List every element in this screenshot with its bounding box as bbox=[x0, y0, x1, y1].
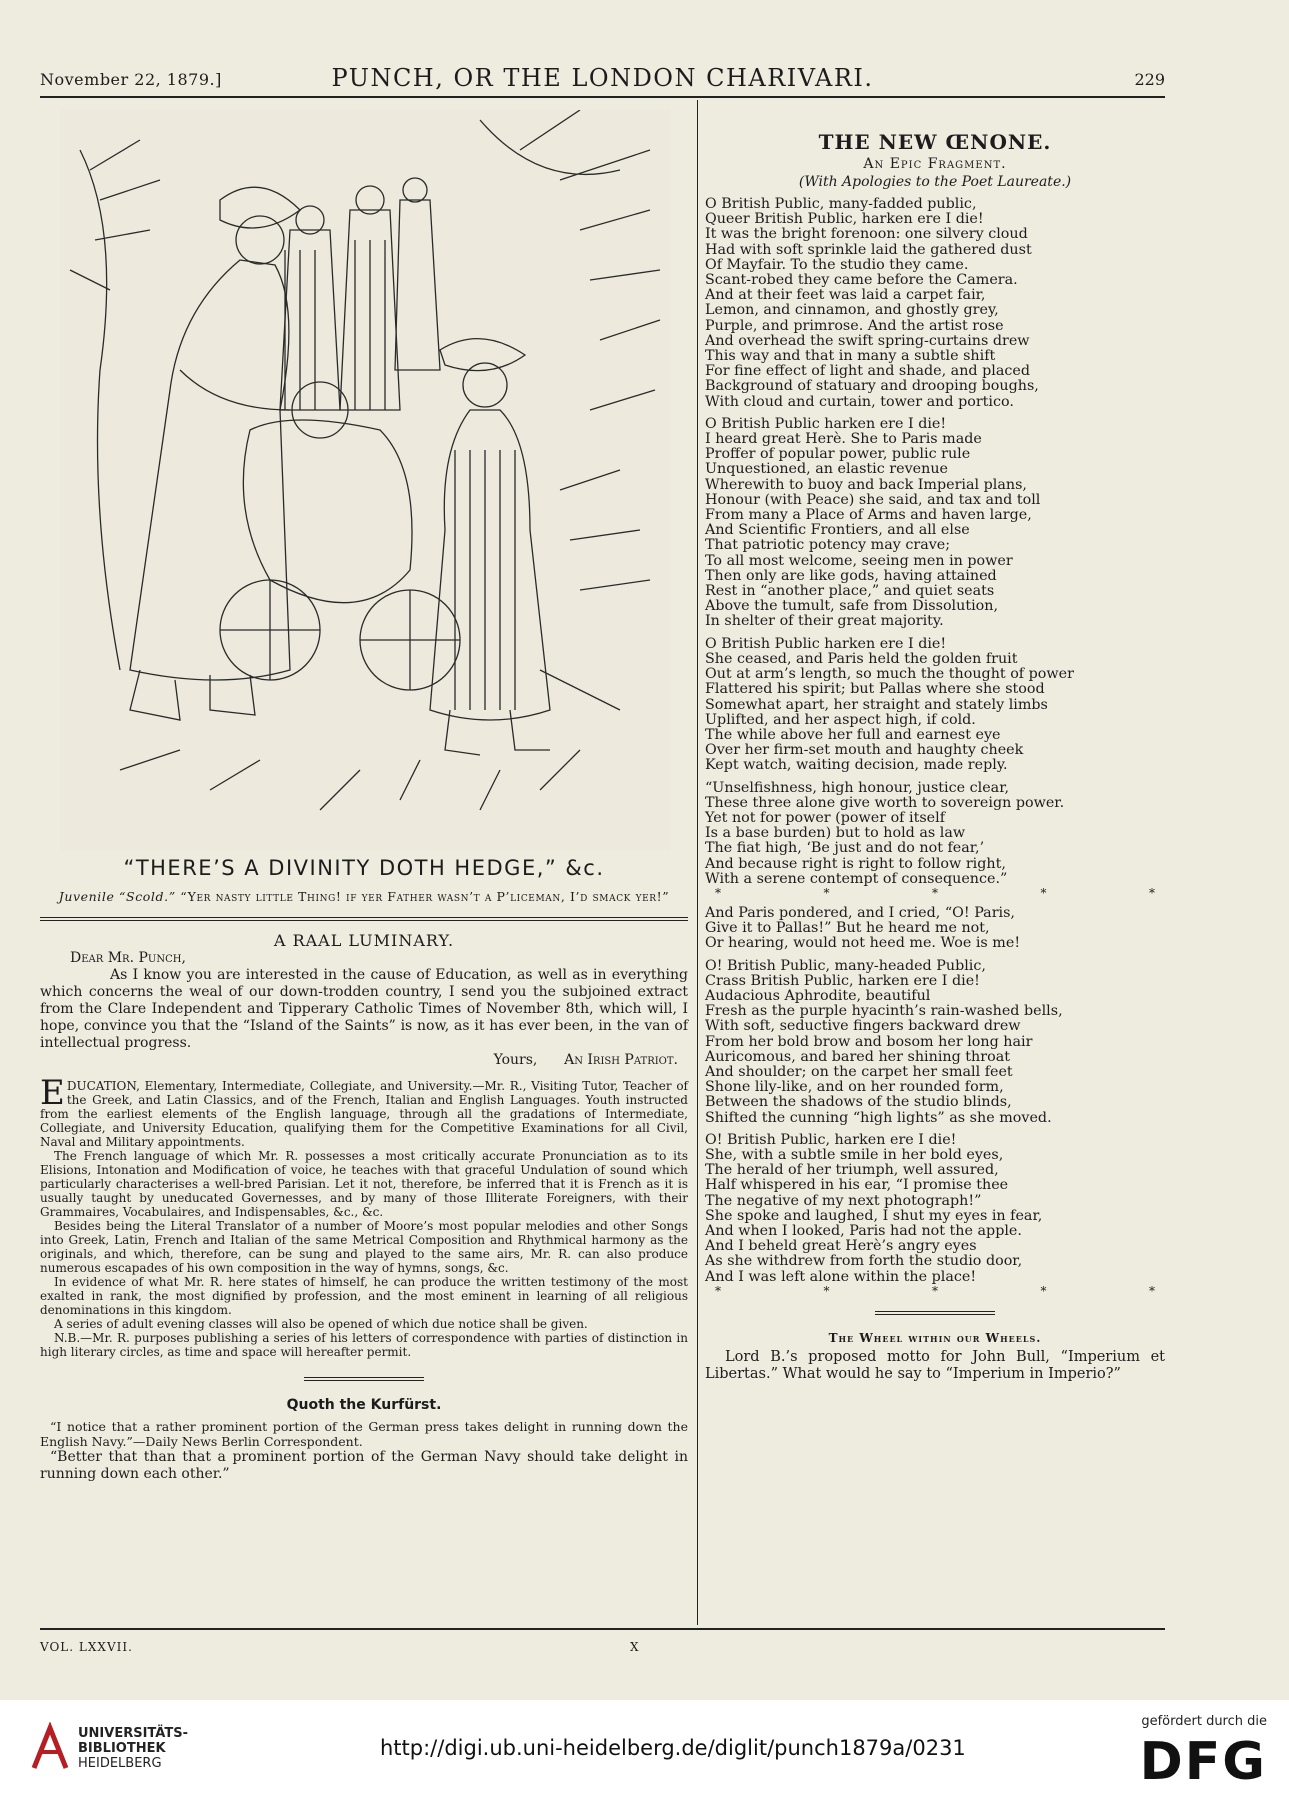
poem-line: And Paris pondered, and I cried, “O! Paris, bbox=[705, 904, 1015, 921]
cartoon-drawing bbox=[60, 110, 670, 850]
poem-line: Then only are like gods, having attained bbox=[705, 567, 997, 584]
education-advertisement bbox=[40, 1073, 688, 1359]
column-divider bbox=[697, 100, 698, 1625]
page-number: 229 bbox=[1134, 70, 1165, 89]
cartoon-illustration bbox=[60, 110, 670, 850]
poem-line: Shone lily-like, and on her rounded form, bbox=[705, 1079, 1004, 1096]
poem-line: O! British Public, harken ere I die! bbox=[705, 1131, 957, 1148]
poem-line: These three alone give worth to sovereign power. bbox=[705, 794, 1065, 811]
poem-line: Wherewith to buoy and back Imperial plans, bbox=[705, 476, 1027, 493]
star-mark: * bbox=[823, 1283, 830, 1298]
luminary-closing-line bbox=[40, 1052, 688, 1069]
poem-line: The negative of my next photograph!” bbox=[705, 1192, 982, 1209]
poem-line: From her bold brow and bosom her long hair bbox=[705, 1033, 1033, 1050]
poem-line: And at their feet was laid a carpet fair, bbox=[705, 287, 986, 304]
poem-line: Fresh as the purple hyacinth’s rain-washed bells, bbox=[705, 1003, 1063, 1020]
ad-paragraph: The French language of which Mr. R. possesses a most critically accurate Pronunciation as to its Elisions, Intonation and Modification of voice, he teaches with that graceful Undulation of sound which particularly characterises a well-bred Parisian. Let it not, therefore, be inferred that it is French as it is usually taught by uneducated Governesses, and by many of those Illiterate Foreigners, with their Grammaires, Vocabulaires, and Indispensables, &c., &c. bbox=[40, 1149, 688, 1219]
poem-line: This way and that in many a subtle shift bbox=[705, 348, 996, 365]
poem-line: She, with a subtle smile in her bold eyes, bbox=[705, 1146, 1004, 1163]
section-rule bbox=[304, 1380, 424, 1381]
poem-line: The herald of her triumph, well assured, bbox=[705, 1162, 999, 1179]
poem-line: She ceased, and Paris held the golden fruit bbox=[705, 650, 1018, 667]
poem-line: Lemon, and cinnamon, and ghostly grey, bbox=[705, 302, 999, 319]
poem-line: Crass British Public, harken ere I die! bbox=[705, 972, 980, 989]
poem-line: O British Public, many-fadded public, bbox=[705, 196, 977, 212]
cartoon-caption bbox=[40, 888, 688, 905]
poem-line: Queer British Public, harken ere I die! bbox=[705, 211, 984, 228]
luminary-body: As I know you are interested in the cause of Education, as well as in everything which concerns the weal of our down-trodden country, I send you the subjoined extract from the Clare Independent and Tipperary Catholic Times of November 8th, which will, I hope, convince you that the “Island of the Saints” is now, as it has ever been, in the van of intellectual progress. bbox=[40, 967, 688, 1051]
poem-line: And Scientific Frontiers, and all else bbox=[705, 522, 970, 539]
poem-line: With soft, seductive fingers backward drew bbox=[705, 1018, 1021, 1035]
luminary-closing: Yours, bbox=[493, 1052, 538, 1068]
header-rule bbox=[40, 96, 1165, 98]
poem-line: The while above her full and earnest eye bbox=[705, 726, 1001, 743]
kurfurst-reply: “Better that than that a prominent portion of the German Navy should take delight in running down each other.” bbox=[40, 1449, 688, 1482]
poem-line: With cloud and curtain, tower and portico. bbox=[705, 393, 1014, 410]
poem-line: O British Public harken ere I die! bbox=[705, 415, 947, 432]
poem-body bbox=[705, 197, 1165, 1297]
poem-line: Proffer of popular power, public rule bbox=[705, 446, 971, 463]
wheel-text: Lord B.’s proposed motto for John Bull, “Imperium et Libertas.” What would he say to “Imperium in Imperio?” bbox=[705, 1348, 1165, 1382]
poem-line: Kept watch, waiting decision, made reply. bbox=[705, 757, 1008, 774]
poem-stanza bbox=[705, 959, 1165, 1126]
poem-stanza bbox=[705, 1133, 1165, 1285]
section-rule bbox=[40, 920, 688, 921]
kurfurst-text bbox=[40, 1419, 688, 1483]
university-library-logo-icon[interactable] bbox=[30, 1722, 70, 1772]
poem-line: Above the tumult, safe from Dissolution, bbox=[705, 598, 999, 615]
cartoon-title: “THERE’S A DIVINITY DOTH HEDGE,” &c. bbox=[123, 856, 605, 880]
luminary-letter bbox=[40, 950, 688, 1069]
poem-line: Uplifted, and her aspect high, if cold. bbox=[705, 711, 976, 728]
poem-line: Or hearing, would not heed me. Woe is me! bbox=[705, 935, 1021, 952]
poem-stanza bbox=[705, 197, 1165, 410]
section-rule bbox=[304, 1377, 424, 1378]
star-mark: * bbox=[715, 885, 721, 900]
poem-line: O British Public harken ere I die! bbox=[705, 635, 947, 652]
poem-line: Had with soft sprinkle laid the gathered dust bbox=[705, 241, 1032, 258]
luminary-title: A RAAL LUMINARY. bbox=[273, 931, 455, 950]
ad-paragraph: A series of adult evening classes will also be opened of which due notice shall be given. bbox=[54, 1317, 588, 1331]
document-url[interactable]: http://digi.ub.uni-heidelberg.de/diglit/punch1879a/0231 bbox=[380, 1736, 966, 1760]
poem-line: And shoulder; on the carpet her small feet bbox=[705, 1063, 1013, 1080]
poem-stanza bbox=[705, 637, 1165, 774]
poem-line: Of Mayfair. To the studio they came. bbox=[705, 256, 969, 273]
poem-line: She spoke and laughed, I shut my eyes in fear, bbox=[705, 1207, 1043, 1224]
poem-line: “Unselfishness, high honour, justice clear, bbox=[705, 779, 1010, 796]
poem-line: O! British Public, many-headed Public, bbox=[705, 957, 986, 974]
library-bar bbox=[0, 1700, 1289, 1802]
section-rule bbox=[875, 1314, 995, 1315]
poem-title: THE NEW ŒNONE. bbox=[818, 130, 1052, 154]
luminary-signature: An Irish Patriot. bbox=[564, 1052, 678, 1068]
poem-line: Half whispered in his ear, “I promise thee bbox=[705, 1177, 1009, 1194]
section-rule bbox=[40, 917, 688, 918]
star-mark: * bbox=[1040, 885, 1047, 900]
poem-line: Background of statuary and drooping boughs, bbox=[705, 378, 1039, 395]
poem-line: Is a base burden) but to hold as law bbox=[705, 825, 966, 842]
ad-paragraph: EDUCATION, Elementary, Intermediate, Collegiate, and University.—Mr. R., Visiting Tutor, Teacher of the Greek, and Latin Classics, and of the French, Italian and English Languages. Youth instructed from the earliest elements of the English language, through all the gradations of Intermediate, Collegiate, and University Education, qualifying them for the Competitive Examinations for all Civil, Naval and Military appointments. bbox=[40, 1073, 688, 1149]
signature-mark: X bbox=[630, 1640, 639, 1654]
poem-line: Yet not for power (power of itself bbox=[705, 809, 946, 826]
header-date: November 22, 1879.] bbox=[40, 70, 222, 89]
poem-line: Somewhat apart, her straight and stately limbs bbox=[705, 696, 1048, 713]
poem-line: And I was left alone within the place! bbox=[705, 1268, 977, 1285]
poem-line: For fine effect of light and shade, and placed bbox=[705, 363, 1030, 380]
section-rule bbox=[875, 1311, 995, 1312]
poem-line: To all most welcome, seeing men in power bbox=[705, 552, 1013, 569]
kurfurst-quote: “I notice that a rather prominent portion of the German press takes delight in running down the English Navy.”—Daily News Berlin Correspondent. bbox=[40, 1419, 688, 1449]
poem-line: Give it to Pallas!” But he heard me not, bbox=[705, 920, 990, 937]
poem-line: And I beheld great Herè’s angry eyes bbox=[705, 1238, 977, 1255]
header-title: PUNCH, OR THE LONDON CHARIVARI. bbox=[331, 64, 874, 92]
poem-line: From many a Place of Arms and haven large, bbox=[705, 507, 1032, 524]
poem-line: The fiat high, ‘Be just and do not fear,’ bbox=[705, 840, 985, 857]
poem-line: Between the shadows of the studio blinds, bbox=[705, 1094, 1012, 1111]
kurfurst-title: Quoth the Kurfürst. bbox=[286, 1397, 442, 1413]
star-mark: * bbox=[1149, 885, 1155, 900]
poem-subtitle: An Epic Fragment. bbox=[863, 156, 1007, 172]
left-column bbox=[40, 110, 688, 1483]
poem-note: (With Apologies to the Poet Laureate.) bbox=[798, 174, 1072, 190]
poem-line: And overhead the swift spring-curtains drew bbox=[705, 332, 1030, 349]
poem-line: I heard great Herè. She to Paris made bbox=[705, 431, 982, 448]
footer-rule bbox=[40, 1628, 1165, 1630]
cartoon-speaker: Juvenile “Scold.” bbox=[58, 889, 176, 904]
poem-stanza bbox=[705, 417, 1165, 630]
poem-stanza bbox=[705, 906, 1165, 952]
ad-dropcap: E bbox=[40, 1073, 65, 1113]
star-mark: * bbox=[932, 1283, 938, 1298]
poem-line: In shelter of their great majority. bbox=[705, 613, 944, 630]
poem-line: Rest in “another place,” and quiet seats bbox=[705, 583, 995, 600]
poem-line: It was the bright forenoon: one silvery cloud bbox=[705, 226, 1028, 243]
ad-paragraph: N.B.—Mr. R. purposes publishing a series of his letters of correspondence with parties of distinction in high literary circles, as time and space will hereafter permit. bbox=[40, 1331, 688, 1359]
poem-line: As she withdrew from forth the studio door, bbox=[705, 1253, 1023, 1270]
poem-line: Purple, and primrose. And the artist rose bbox=[705, 317, 1004, 334]
poem-stars bbox=[705, 887, 1165, 899]
star-mark: * bbox=[1040, 1283, 1047, 1298]
poem-line: Auricomous, and bared her shining throat bbox=[705, 1048, 1010, 1065]
poem-line: And when I looked, Paris had not the apple. bbox=[705, 1223, 1022, 1239]
luminary-salutation: Dear Mr. Punch, bbox=[70, 950, 186, 966]
dfg-logo[interactable]: DFG bbox=[1139, 1732, 1267, 1792]
poem-line: Scant-robed they came before the Camera. bbox=[705, 272, 1018, 289]
funding-note: gefördert durch die bbox=[1141, 1714, 1267, 1729]
volume-number: VOL. LXXVII. bbox=[40, 1640, 133, 1654]
poem-line: Unquestioned, an elastic revenue bbox=[705, 461, 948, 478]
wheel-title: The Wheel within our Wheels. bbox=[828, 1330, 1042, 1345]
star-mark: * bbox=[823, 885, 830, 900]
poem-line: Shifted the cunning “high lights” as she moved. bbox=[705, 1109, 1052, 1126]
poem-line: Honour (with Peace) she said, and tax and toll bbox=[705, 491, 1041, 508]
ad-paragraph: In evidence of what Mr. R. here states of himself, he can produce the written testimony of the most exalted in rank, the most dignified by profession, and the most eminent in learning of all religious denominations in this kingdom. bbox=[40, 1275, 688, 1317]
cartoon-quote: “Yer nasty little Thing! if yer Father wasn’t a P’liceman, I’d smack yer!” bbox=[180, 889, 670, 904]
poem-stars bbox=[705, 1285, 1165, 1297]
poem-line: That patriotic potency may crave; bbox=[705, 537, 951, 554]
poem-line: Over her firm-set mouth and haughty cheek bbox=[705, 742, 1024, 759]
poem-line: Flattered his spirit; but Pallas where she stood bbox=[705, 681, 1045, 698]
poem-line: And because right is right to follow right, bbox=[705, 855, 1006, 872]
star-mark: * bbox=[1149, 1283, 1155, 1298]
university-library-name[interactable]: UNIVERSITÄTS- BIBLIOTHEK HEIDELBERG bbox=[78, 1726, 188, 1771]
poem-line: Audacious Aphrodite, beautiful bbox=[705, 987, 931, 1004]
poem-line: Out at arm’s length, so much the thought of power bbox=[705, 666, 1074, 683]
page-header bbox=[40, 62, 1165, 96]
poem-stanza bbox=[705, 781, 1165, 887]
right-column bbox=[705, 110, 1165, 1383]
poem-line: With a serene contempt of consequence.” bbox=[705, 870, 1008, 887]
star-mark: * bbox=[715, 1283, 721, 1298]
ad-paragraph: Besides being the Literal Translator of a number of Moore’s most popular melodies and other Songs into Greek, Latin, French and Italian of the same Metrical Composition and Rhythmical harmony as the originals, and which, therefore, can be sung and played to the same airs, Mr. R. can also produce numerous escapades of his own composition in the way of hymns, songs, &c. bbox=[40, 1219, 688, 1275]
star-mark: * bbox=[932, 885, 938, 900]
